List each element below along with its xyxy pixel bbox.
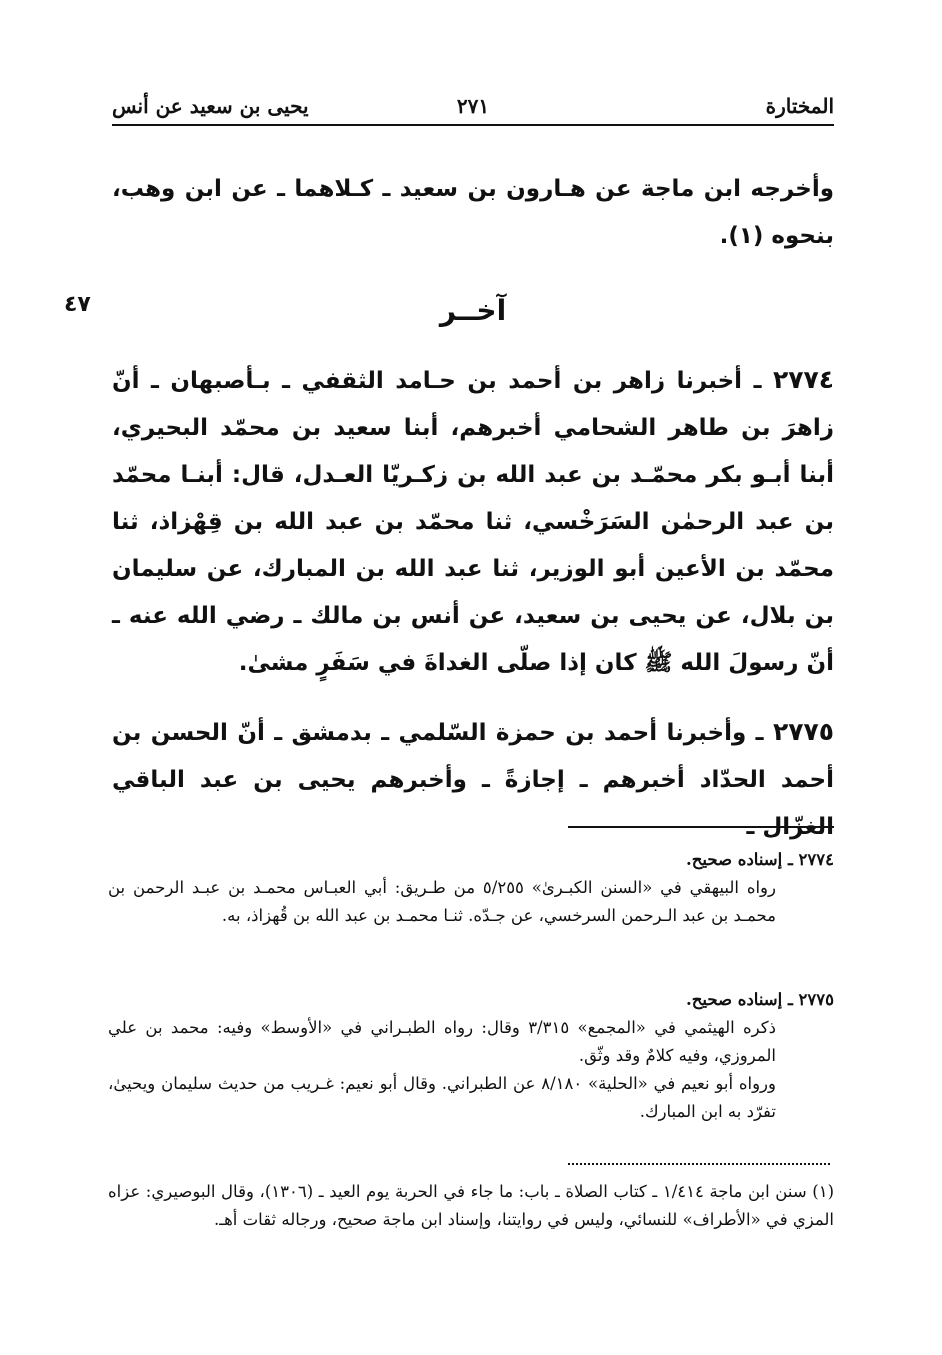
footnote-body: ذكره الهيثمي في «المجمع» ٣/٣١٥ وقال: رواه الطبـراني في «الأوسط» وفيه: محمد بن علي المروزي، وفيه كلامٌ وقد وثّق. [108, 1018, 776, 1065]
hadith-number: ٢٧٧٥ [772, 717, 834, 746]
section-title: آخــر [439, 294, 507, 327]
margin-number: ٤٧ [64, 292, 91, 317]
header-page-number: ٢٧١ [456, 94, 490, 118]
footnote-head: ٢٧٧٤ ـ إسناده صحيح. [686, 850, 834, 869]
footnote-separator [568, 826, 834, 828]
hadith-2775 [112, 708, 834, 851]
hadith-number: ٢٧٧٤ [772, 365, 834, 394]
footnote-body: رواه البيهقي في «السنن الكبـرىٰ» ٥/٢٥٥ من طـريق: أبي العبـاس محمـد بن عبـد الرحمن بن محمـد بن عبد الـرحمن السرخسي، عن جـدّه. ثنـا محمـد بن عبد الله بن قُهزاذ، به. [108, 878, 776, 925]
footnote-2774 [108, 846, 834, 930]
header-book-title: المختارة [765, 94, 834, 118]
running-header [112, 88, 834, 126]
hadith-text: ـ أخبرنا زاهر بن أحمد بن حـامد الثقفي ـ بـأصبهان ـ أنّ زاهرَ بن طاهر الشحامي أخبرهم، أبنا سعيد بن محمّد البحيري، أبنا أبـو بكر محمّـد بن عبد الله بن زكـريّا العـدل، قال: أبنـا محمّد بن عبد الرحمٰن السَرَخْسي، ثنا محمّد بن عبد الله بن قِهْزاذ، ثنا محمّد بن الأعين أبو الوزير، ثنا عبد الله بن المبارك، عن سليمان بن بلال، عن يحيى بن سعيد، عن أنس بن مالك ـ رضي الله عنه ـ أنّ رسولَ الله ﷺ كان إذا صلّى الغداةَ في سَفَرٍ مشىٰ. [112, 368, 834, 676]
footnote-body: ورواه أبو نعيم في «الحلية» ٨/١٨٠ عن الطبراني. وقال أبو نعيم: غـريب من حديث سليمان ويحيىٰ، تفرّد به ابن المبارك. [108, 1074, 776, 1121]
hadith-2774 [112, 356, 834, 687]
hadith-text: ـ وأخبرنا أحمد بن حمزة السّلمي ـ بدمشق ـ أنّ الحسن بن أحمد الحدّاد أخبرهم ـ إجازةً ـ وأخبرهم يحيى بن عبد الباقي الغزّال ـ [112, 720, 834, 840]
footnote-2775 [108, 986, 834, 1126]
header-section-title: يحيى بن سعيد عن أنس [112, 94, 309, 118]
footnote-head: ٢٧٧٥ ـ إسناده صحيح. [686, 990, 834, 1009]
footnote-dotted-separator [568, 1163, 830, 1165]
previous-paragraph: وأخرجه ابن ماجة عن هـارون بن سعيد ـ كـلاهما ـ عن ابن وهب، بنحوه (١). [112, 176, 834, 249]
footnote-1: (١) سنن ابن ماجة ١/٤١٤ ـ كتاب الصلاة ـ باب: ما جاء في الحربة يوم العيد ـ (١٣٠٦)، وقال البوصيري: عزاه المزي في «الأطراف» للنسائي، وليس في روايتنا، وإسناد ابن ماجة صحيح، ورجاله ثقات أهـ. [108, 1182, 834, 1229]
